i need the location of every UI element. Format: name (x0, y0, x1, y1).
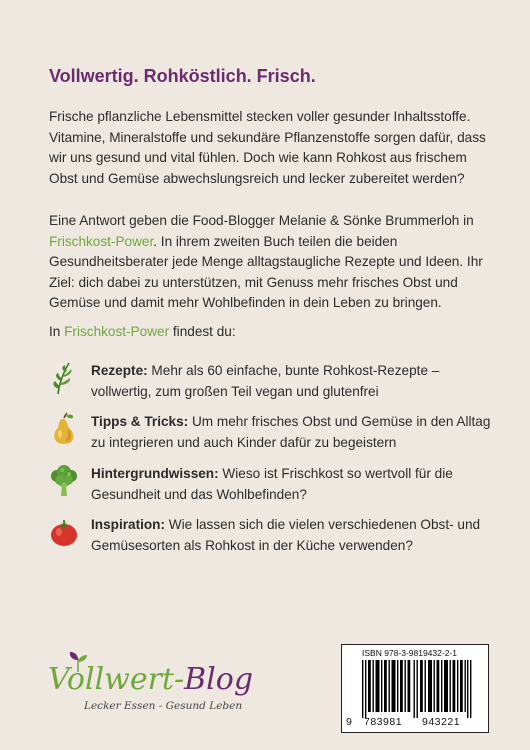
book-title-highlight: Frischkost-Power (49, 233, 154, 249)
tomato-icon (49, 515, 79, 549)
logo-wordmark (48, 662, 253, 697)
pear-icon (49, 412, 79, 446)
page-title: Vollwertig. Rohköstlich. Frisch. (49, 66, 316, 86)
barcode-digits-right: 943221 (422, 716, 461, 728)
isbn-barcode (341, 644, 489, 733)
contents-intro-start: In (49, 324, 65, 339)
feature-label: Tipps & Tricks: (91, 414, 189, 429)
rocket-leaf-icon (49, 361, 79, 395)
logo-word-vollwert: Vollwert- (48, 662, 185, 697)
feature-text: Mehr als 60 einfache, bunte Rohkost-Rezepte – vollwertig, zum großen Teil vegan und glutenfrei (91, 363, 440, 399)
isbn-number: ISBN 978-3-9819432-2-1 (362, 648, 457, 658)
contents-intro-end: findest du: (169, 324, 236, 339)
feature-text: Um mehr frisches Obst und Gemüse in den Alltag zu integrieren und auch Kinder dafür zu begeistern (91, 414, 491, 450)
barcode-bars (354, 660, 478, 718)
feature-text: Wieso ist Frischkost so wertvoll für die Gesundheit und das Wohlbefinden? (91, 466, 453, 502)
barcode-digits-left: 783981 (364, 716, 403, 728)
book-title-highlight-2: Frischkost-Power (64, 324, 170, 339)
logo-word-blog: Blog (184, 662, 254, 697)
feature-text: Wie lassen sich die vielen verschiedenen Obst- und Gemüsesorten als Rohkost in der Küche verwenden? (91, 517, 481, 553)
authors-paragraph (49, 211, 489, 314)
authors-text-end: . In ihrem zweiten Buch teilen die beiden Gesundheitsberater jede Menge alltagstaugliche Rezepte und Ideen. Ihr Ziel: dich dabei zu unterstützen, mit Genuss mehr frisches Obst und Gemüse und damit mehr Wohlbefinden in dein Leben zu bringen. (49, 233, 483, 310)
feature-label: Inspiration: (91, 517, 166, 532)
broccoli-icon (49, 464, 79, 498)
feature-label: Rezepte: (91, 363, 148, 378)
logo-tagline: Lecker Essen - Gesund Leben (84, 700, 243, 712)
vollwert-blog-logo (44, 650, 254, 720)
contents-intro (49, 322, 489, 343)
intro-paragraph: Frische pflanzliche Lebensmittel stecken voller gesunder Inhaltsstoffe. Vitamine, Mineralstoffe und sekundäre Pflanzenstoffe sorgen dafür, dass wir uns gesund und vital fühlen. Doch wie kann Rohkost aus frischem Obst und Gemüse abwechslungsreich und lecker zubereitet werden? (49, 109, 486, 186)
authors-text-start: Eine Antwort geben die Food-Blogger Melanie & Sönke Brummerloh in (49, 213, 474, 228)
feature-label: Hintergrundwissen: (91, 466, 219, 481)
barcode-digit-lead: 9 (346, 716, 353, 728)
